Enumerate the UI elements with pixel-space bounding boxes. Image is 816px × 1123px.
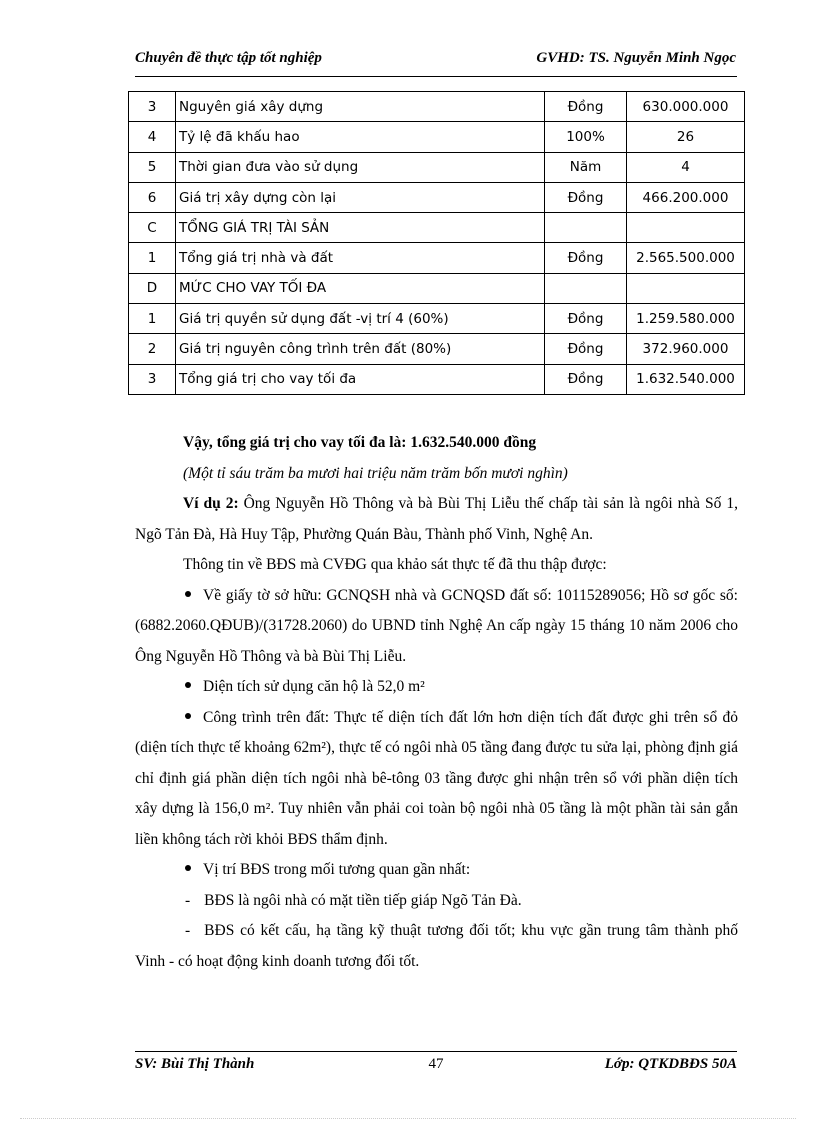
row-unit: Đồng xyxy=(545,182,627,212)
row-unit: Đồng xyxy=(545,243,627,273)
row-value xyxy=(627,213,745,243)
row-value: 466.200.000 xyxy=(627,182,745,212)
row-value: 2.565.500.000 xyxy=(627,243,745,273)
row-number: 3 xyxy=(129,92,176,122)
bullet-dot-icon xyxy=(185,865,191,871)
footer-divider xyxy=(135,1051,737,1052)
row-item: Tổng giá trị nhà và đất xyxy=(176,243,545,273)
bullet-location xyxy=(135,855,738,886)
table-row xyxy=(129,243,745,273)
body-text xyxy=(135,428,738,977)
row-number: 4 xyxy=(129,122,176,152)
row-item: MỨC CHO VAY TỐI ĐA xyxy=(176,273,545,303)
row-number: D xyxy=(129,273,176,303)
row-item: Nguyên giá xây dựng xyxy=(176,92,545,122)
table-row xyxy=(129,334,745,364)
row-item: Tỷ lệ đã khấu hao xyxy=(176,122,545,152)
bullet-dot-icon xyxy=(185,682,191,688)
summary-line: Vậy, tổng giá trị cho vay tối đa là: 1.632.540.000 đồng xyxy=(183,434,537,451)
table-row xyxy=(129,122,745,152)
row-item: Giá trị nguyên công trình trên đất (80%) xyxy=(176,334,545,364)
bullet-area xyxy=(135,672,738,703)
summary-words: (Một tỉ sáu trăm ba mươi hai triệu năm trăm bốn mươi nghìn) xyxy=(183,464,568,482)
row-number: 3 xyxy=(129,364,176,394)
dash-marker: - xyxy=(185,922,191,939)
page-header xyxy=(135,50,736,72)
dash-frontage xyxy=(135,886,738,917)
row-unit: Đồng xyxy=(545,92,627,122)
bullet-ownership xyxy=(135,581,738,673)
info-intro: Thông tin về BĐS mà CVĐG qua khảo sát thực tế đã thu thập được: xyxy=(183,556,607,573)
bullet-dot-icon xyxy=(185,591,191,597)
row-number: 2 xyxy=(129,334,176,364)
row-item: TỔNG GIÁ TRỊ TÀI SẢN xyxy=(176,213,545,243)
row-value: 372.960.000 xyxy=(627,334,745,364)
dash-marker: - xyxy=(185,891,191,909)
bullet-area-text: Diện tích sử dụng căn hộ là 52,0 m² xyxy=(203,678,425,695)
table-row xyxy=(129,364,745,394)
table-row xyxy=(129,182,745,212)
row-value: 4 xyxy=(627,152,745,182)
row-value: 1.632.540.000 xyxy=(627,364,745,394)
row-value xyxy=(627,273,745,303)
row-item: Giá trị quyền sử dụng đất -vị trí 4 (60%) xyxy=(176,304,545,334)
row-item: Giá trị xây dựng còn lại xyxy=(176,182,545,212)
table-row xyxy=(129,304,745,334)
header-title: Chuyên đề thực tập tốt nghiệp xyxy=(135,50,322,66)
row-unit: Đồng xyxy=(545,304,627,334)
row-item: Tổng giá trị cho vay tối đa xyxy=(176,364,545,394)
table-row xyxy=(129,273,745,303)
bullet-location-text: Vị trí BĐS trong mối tương quan gần nhất: xyxy=(203,861,471,878)
example-label: Ví dụ 2: xyxy=(183,495,239,512)
row-number: 1 xyxy=(129,243,176,273)
bullet-construction-text: Công trình trên đất: Thực tế diện tích đất lớn hơn diện tích đất được ghi trên sổ đỏ (diện tích thực tế khoảng 62m²), thực tế có ngôi nhà 05 tầng đang được tu sửa lại, phòng định giá chỉ định giá phần diện tích ngôi nhà bê-tông 03 tầng được ghi nhận trên sổ với phần diện tích xây dựng là 156,0 m². Tuy nhiên vẫn phải coi toàn bộ ngôi nhà 05 tầng là một phần tài sản gắn liền không tách rời khỏi BĐS thẩm định. xyxy=(135,708,738,848)
row-number: 1 xyxy=(129,304,176,334)
row-value: 26 xyxy=(627,122,745,152)
bullet-dot-icon xyxy=(185,713,191,719)
table-row xyxy=(129,152,745,182)
example-text: Ông Nguyễn Hồ Thông và bà Bùi Thị Liễu thế chấp tài sản là ngôi nhà Số 1, Ngõ Tản Đà, Hà Huy Tập, Phường Quán Bàu, Thành phố Vinh, Nghệ An. xyxy=(135,495,738,543)
row-unit xyxy=(545,273,627,303)
row-value: 630.000.000 xyxy=(627,92,745,122)
bullet-construction xyxy=(135,703,738,856)
page-footer xyxy=(135,1056,737,1078)
page-edge-divider xyxy=(20,1118,796,1119)
valuation-table xyxy=(128,91,745,395)
row-number: 6 xyxy=(129,182,176,212)
table-row xyxy=(129,213,745,243)
table-row xyxy=(129,92,745,122)
row-number: 5 xyxy=(129,152,176,182)
footer-class: Lớp: QTKDBĐS 50A xyxy=(604,1056,737,1072)
dash-frontage-text: BĐS là ngôi nhà có mặt tiền tiếp giáp Ngõ Tản Đà. xyxy=(204,891,522,909)
dash-structure-text: BĐS có kết cấu, hạ tầng kỹ thuật tương đối tốt; khu vực gần trung tâm thành phố Vinh - có hoạt động kinh doanh tương đối tốt. xyxy=(135,922,738,970)
header-supervisor: GVHD: TS. Nguyễn Minh Ngọc xyxy=(536,50,736,66)
row-unit: 100% xyxy=(545,122,627,152)
row-unit xyxy=(545,213,627,243)
row-item: Thời gian đưa vào sử dụng xyxy=(176,152,545,182)
row-unit: Năm xyxy=(545,152,627,182)
row-number: C xyxy=(129,213,176,243)
header-divider xyxy=(135,76,737,77)
row-unit: Đồng xyxy=(545,334,627,364)
bullet-ownership-text: Về giấy tờ sở hữu: GCNQSH nhà và GCNQSD đất số: 10115289056; Hồ sơ gốc số: (6882.2060.QĐUB)/(31728.2060) do UBND tỉnh Nghệ An cấp ngày 15 tháng 10 năm 2006 cho Ông Nguyễn Hồ Thông và bà Bùi Thị Liễu. xyxy=(135,586,738,665)
footer-student: SV: Bùi Thị Thành xyxy=(135,1056,255,1072)
example-paragraph xyxy=(135,489,738,550)
dash-structure xyxy=(135,916,738,977)
page-number: 47 xyxy=(428,1056,444,1072)
row-unit: Đồng xyxy=(545,364,627,394)
row-value: 1.259.580.000 xyxy=(627,304,745,334)
